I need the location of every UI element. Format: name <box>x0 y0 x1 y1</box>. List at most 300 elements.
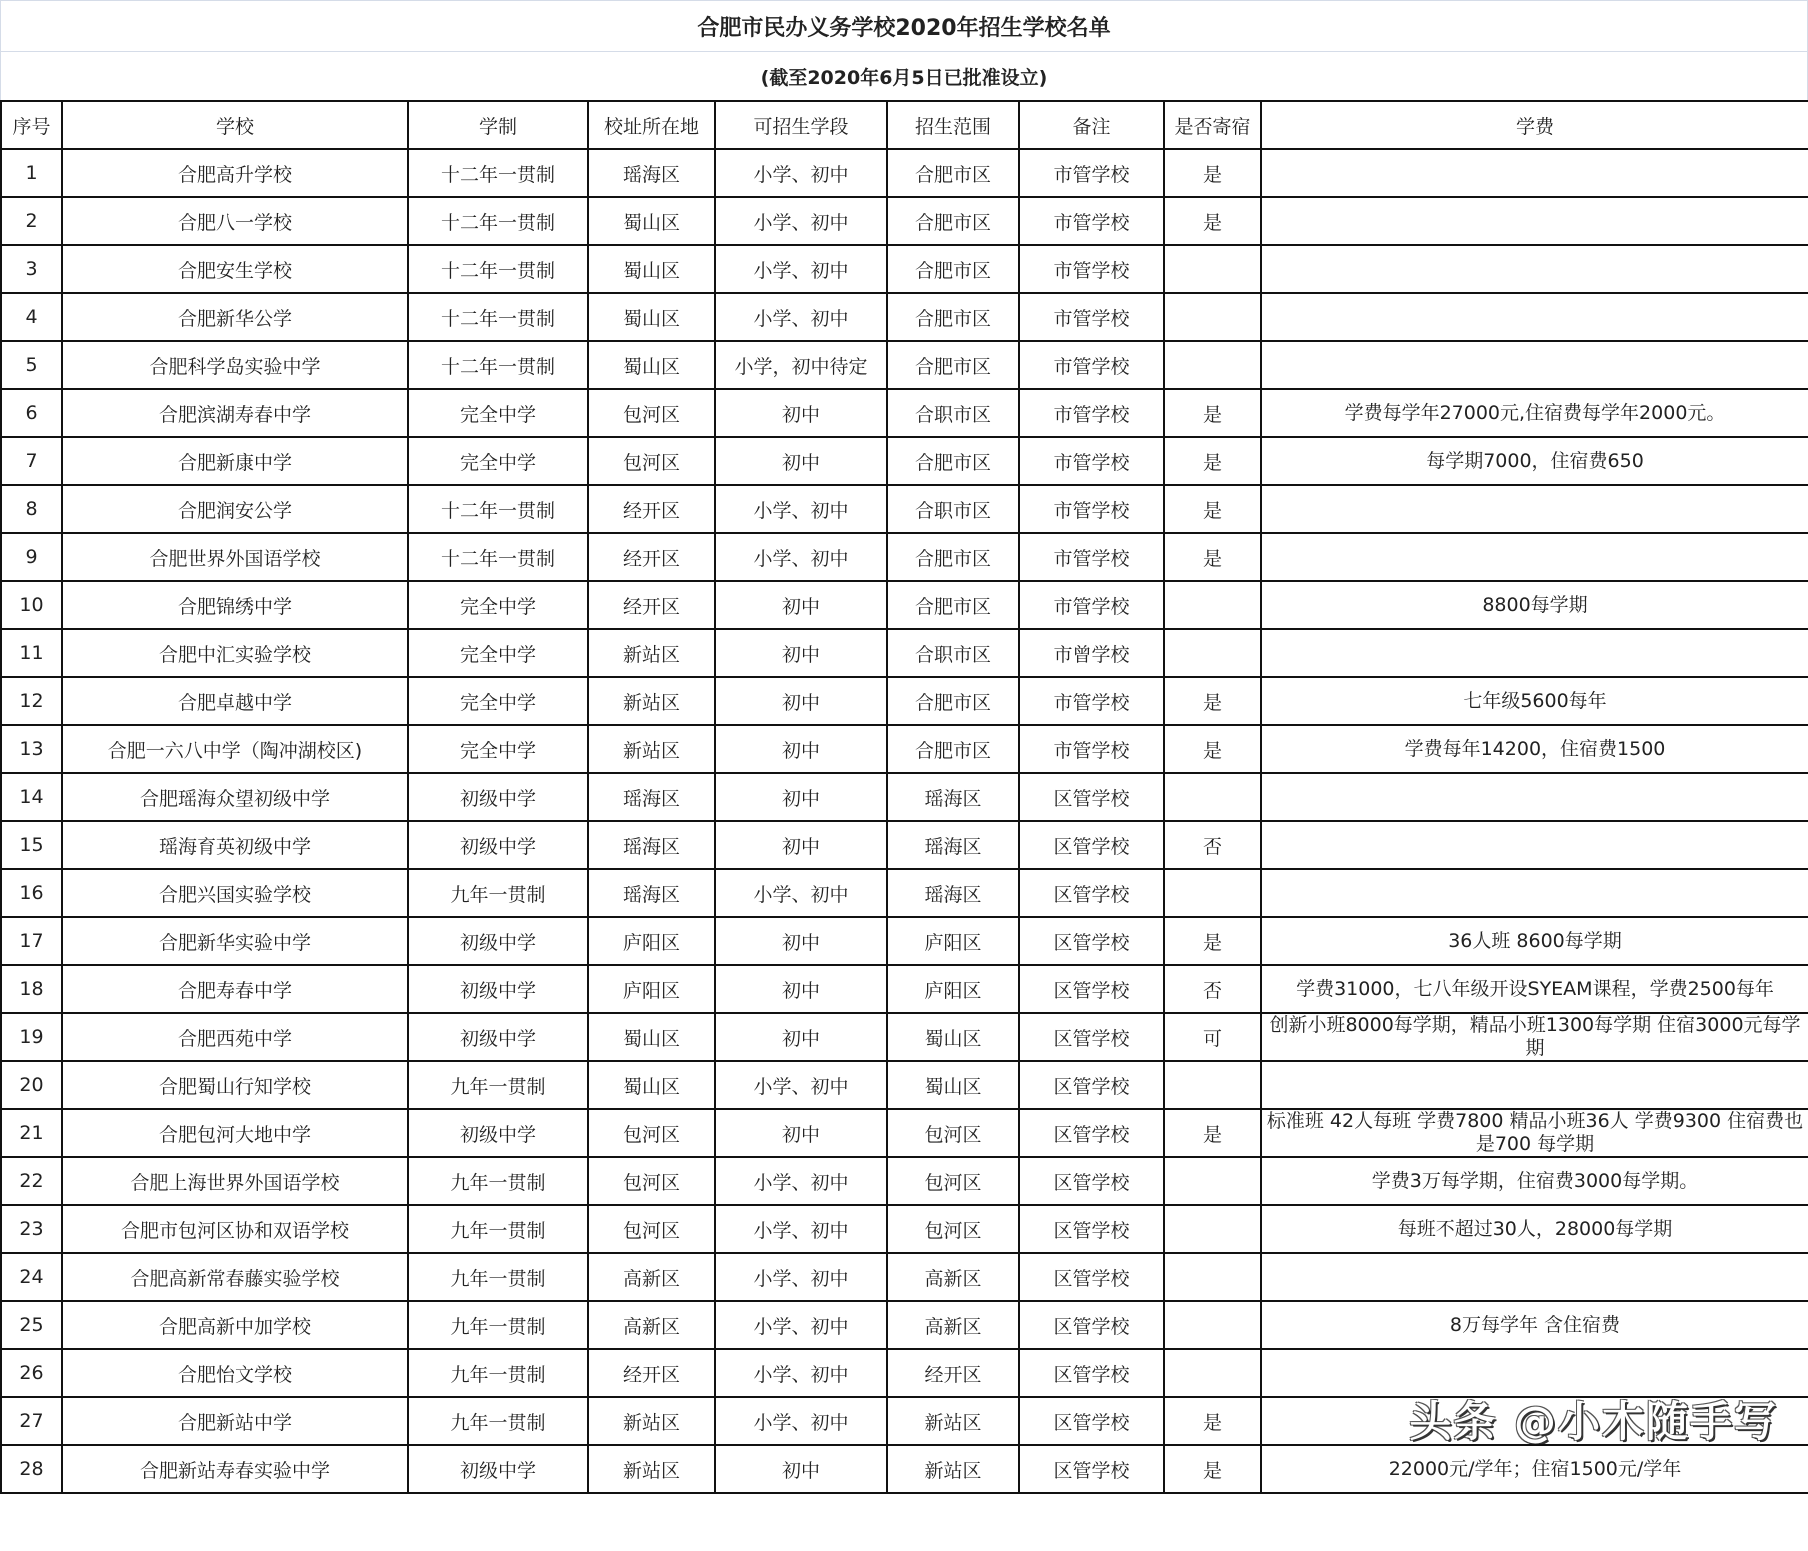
cell-note: 区管学校 <box>1019 1397 1164 1445</box>
cell-boarding <box>1164 1205 1261 1253</box>
cell-system: 初级中学 <box>408 1445 588 1493</box>
cell-scope: 合肥市区 <box>887 341 1019 389</box>
cell-index: 5 <box>1 341 62 389</box>
cell-system: 九年一贯制 <box>408 1061 588 1109</box>
cell-note: 市管学校 <box>1019 533 1164 581</box>
cell-system: 初级中学 <box>408 965 588 1013</box>
cell-system: 十二年一贯制 <box>408 245 588 293</box>
cell-stages: 初中 <box>715 1109 887 1157</box>
cell-system: 初级中学 <box>408 1109 588 1157</box>
cell-stages: 小学，初中待定 <box>715 341 887 389</box>
cell-location: 新站区 <box>588 677 715 725</box>
cell-stages: 小学、初中 <box>715 869 887 917</box>
cell-scope: 合肥市区 <box>887 677 1019 725</box>
cell-location: 经开区 <box>588 581 715 629</box>
cell-index: 13 <box>1 725 62 773</box>
cell-location: 包河区 <box>588 389 715 437</box>
cell-location: 经开区 <box>588 485 715 533</box>
cell-note: 区管学校 <box>1019 869 1164 917</box>
cell-fee <box>1261 1109 1808 1157</box>
cell-location: 高新区 <box>588 1253 715 1301</box>
cell-location: 瑶海区 <box>588 773 715 821</box>
cell-location: 新站区 <box>588 629 715 677</box>
cell-system: 九年一贯制 <box>408 1157 588 1205</box>
cell-index: 24 <box>1 1253 62 1301</box>
header-scope: 招生范围 <box>887 101 1019 149</box>
table-row <box>1 677 1808 725</box>
cell-note: 区管学校 <box>1019 1157 1164 1205</box>
cell-note: 区管学校 <box>1019 917 1164 965</box>
cell-school: 合肥包河大地中学 <box>62 1109 408 1157</box>
table-row <box>1 1445 1808 1493</box>
fee-text: 36人班 8600每学期 <box>1448 929 1622 952</box>
cell-note: 市管学校 <box>1019 389 1164 437</box>
cell-stages: 初中 <box>715 437 887 485</box>
cell-scope: 经开区 <box>887 1349 1019 1397</box>
cell-note: 区管学校 <box>1019 1109 1164 1157</box>
cell-index: 20 <box>1 1061 62 1109</box>
fee-text: 每班不超过30人，28000每学期 <box>1397 1217 1673 1240</box>
cell-stages: 小学、初中 <box>715 485 887 533</box>
cell-note: 区管学校 <box>1019 1445 1164 1493</box>
cell-location: 蜀山区 <box>588 341 715 389</box>
cell-fee <box>1261 677 1808 725</box>
cell-boarding: 是 <box>1164 677 1261 725</box>
cell-scope: 包河区 <box>887 1109 1019 1157</box>
cell-note: 市管学校 <box>1019 197 1164 245</box>
cell-boarding <box>1164 1157 1261 1205</box>
cell-note: 区管学校 <box>1019 1061 1164 1109</box>
cell-boarding: 是 <box>1164 917 1261 965</box>
cell-location: 蜀山区 <box>588 1013 715 1061</box>
cell-school: 合肥科学岛实验中学 <box>62 341 408 389</box>
cell-index: 8 <box>1 485 62 533</box>
table-row <box>1 629 1808 677</box>
cell-scope: 高新区 <box>887 1301 1019 1349</box>
cell-note: 市管学校 <box>1019 341 1164 389</box>
cell-scope: 合肥市区 <box>887 725 1019 773</box>
cell-school: 合肥新站寿春实验中学 <box>62 1445 408 1493</box>
cell-index: 23 <box>1 1205 62 1253</box>
fee-text: 每学期7000，住宿费650 <box>1426 449 1644 472</box>
header-location: 校址所在地 <box>588 101 715 149</box>
cell-index: 26 <box>1 1349 62 1397</box>
table-row <box>1 917 1808 965</box>
cell-stages: 初中 <box>715 773 887 821</box>
cell-school: 合肥西苑中学 <box>62 1013 408 1061</box>
cell-stages: 小学、初中 <box>715 245 887 293</box>
cell-system: 完全中学 <box>408 629 588 677</box>
cell-fee <box>1261 293 1808 341</box>
cell-stages: 小学、初中 <box>715 1061 887 1109</box>
cell-scope: 蜀山区 <box>887 1061 1019 1109</box>
cell-index: 17 <box>1 917 62 965</box>
cell-index: 16 <box>1 869 62 917</box>
cell-stages: 小学、初中 <box>715 1301 887 1349</box>
cell-school: 合肥寿春中学 <box>62 965 408 1013</box>
table-row <box>1 1397 1808 1445</box>
cell-location: 瑶海区 <box>588 149 715 197</box>
cell-fee <box>1261 629 1808 677</box>
table-row <box>1 533 1808 581</box>
cell-boarding: 是 <box>1164 1445 1261 1493</box>
cell-location: 蜀山区 <box>588 245 715 293</box>
cell-boarding <box>1164 293 1261 341</box>
cell-note: 市曾学校 <box>1019 629 1164 677</box>
cell-index: 3 <box>1 245 62 293</box>
cell-scope: 合肥市区 <box>887 197 1019 245</box>
cell-school: 合肥安生学校 <box>62 245 408 293</box>
table-row <box>1 197 1808 245</box>
cell-school: 合肥一六八中学（陶冲湖校区) <box>62 725 408 773</box>
cell-index: 12 <box>1 677 62 725</box>
cell-scope: 包河区 <box>887 1157 1019 1205</box>
cell-boarding <box>1164 1349 1261 1397</box>
cell-school: 合肥高新常春藤实验学校 <box>62 1253 408 1301</box>
table-title: 合肥市民办义务学校2020年招生学校名单 <box>0 0 1808 51</box>
cell-boarding: 是 <box>1164 197 1261 245</box>
cell-stages: 小学、初中 <box>715 1157 887 1205</box>
fee-text: 8800每学期 <box>1482 593 1588 616</box>
table-row <box>1 293 1808 341</box>
cell-school: 合肥八一学校 <box>62 197 408 245</box>
cell-location: 瑶海区 <box>588 869 715 917</box>
cell-boarding: 是 <box>1164 389 1261 437</box>
cell-system: 完全中学 <box>408 677 588 725</box>
cell-system: 初级中学 <box>408 821 588 869</box>
cell-location: 蜀山区 <box>588 293 715 341</box>
cell-scope: 合肥市区 <box>887 533 1019 581</box>
cell-stages: 初中 <box>715 821 887 869</box>
cell-boarding <box>1164 773 1261 821</box>
cell-note: 区管学校 <box>1019 773 1164 821</box>
cell-location: 包河区 <box>588 437 715 485</box>
cell-fee <box>1261 917 1808 965</box>
cell-index: 4 <box>1 293 62 341</box>
cell-location: 新站区 <box>588 1397 715 1445</box>
header-note: 备注 <box>1019 101 1164 149</box>
header-school: 学校 <box>62 101 408 149</box>
cell-location: 庐阳区 <box>588 917 715 965</box>
fee-text: 22000元/学年；住宿1500元/学年 <box>1388 1457 1682 1480</box>
cell-school: 合肥中汇实验学校 <box>62 629 408 677</box>
cell-stages: 初中 <box>715 581 887 629</box>
cell-stages: 小学、初中 <box>715 533 887 581</box>
cell-scope: 合职市区 <box>887 389 1019 437</box>
cell-school: 合肥新华实验中学 <box>62 917 408 965</box>
cell-index: 7 <box>1 437 62 485</box>
cell-stages: 小学、初中 <box>715 149 887 197</box>
cell-stages: 初中 <box>715 629 887 677</box>
cell-index: 9 <box>1 533 62 581</box>
cell-stages: 小学、初中 <box>715 1205 887 1253</box>
header-boarding: 是否寄宿 <box>1164 101 1261 149</box>
cell-location: 庐阳区 <box>588 965 715 1013</box>
table-row <box>1 1253 1808 1301</box>
cell-fee <box>1261 245 1808 293</box>
table-row <box>1 965 1808 1013</box>
table-row <box>1 485 1808 533</box>
cell-system: 十二年一贯制 <box>408 293 588 341</box>
cell-scope: 蜀山区 <box>887 1013 1019 1061</box>
cell-location: 经开区 <box>588 533 715 581</box>
cell-note: 区管学校 <box>1019 1013 1164 1061</box>
cell-fee <box>1261 965 1808 1013</box>
table-row <box>1 245 1808 293</box>
fee-text: 8万每学年 含住宿费 <box>1449 1313 1621 1336</box>
fee-text: 学费3万每学期，住宿费3000每学期。 <box>1371 1169 1699 1192</box>
cell-location: 新站区 <box>588 1445 715 1493</box>
cell-system: 完全中学 <box>408 581 588 629</box>
cell-location: 高新区 <box>588 1301 715 1349</box>
cell-stages: 小学、初中 <box>715 1349 887 1397</box>
fee-text: 学费每年14200，住宿费1500 <box>1404 737 1666 760</box>
cell-note: 市管学校 <box>1019 677 1164 725</box>
cell-boarding <box>1164 869 1261 917</box>
cell-location: 新站区 <box>588 725 715 773</box>
cell-school: 合肥润安公学 <box>62 485 408 533</box>
cell-school: 合肥瑶海众望初级中学 <box>62 773 408 821</box>
cell-school: 合肥高升学校 <box>62 149 408 197</box>
cell-boarding: 是 <box>1164 533 1261 581</box>
table-row <box>1 1157 1808 1205</box>
cell-index: 14 <box>1 773 62 821</box>
cell-stages: 初中 <box>715 725 887 773</box>
cell-system: 完全中学 <box>408 437 588 485</box>
cell-boarding <box>1164 245 1261 293</box>
fee-text: 学费31000，七八年级开设SYEAM课程，学费2500每年 <box>1296 977 1774 1000</box>
table-row <box>1 1109 1808 1157</box>
fee-text: 创新小班8000每学期，精品小班1300每学期 住宿3000元每学期 <box>1269 1014 1801 1059</box>
cell-boarding <box>1164 629 1261 677</box>
cell-boarding: 是 <box>1164 485 1261 533</box>
cell-fee <box>1261 1397 1808 1445</box>
cell-scope: 合肥市区 <box>887 437 1019 485</box>
table-subtitle: (截至2020年6月5日已批准设立) <box>0 51 1808 102</box>
cell-fee <box>1261 1301 1808 1349</box>
cell-index: 6 <box>1 389 62 437</box>
cell-location: 经开区 <box>588 1349 715 1397</box>
cell-scope: 包河区 <box>887 1205 1019 1253</box>
cell-scope: 合肥市区 <box>887 245 1019 293</box>
cell-note: 市管学校 <box>1019 149 1164 197</box>
cell-fee <box>1261 389 1808 437</box>
table-row <box>1 1349 1808 1397</box>
cell-note: 市管学校 <box>1019 293 1164 341</box>
cell-index: 22 <box>1 1157 62 1205</box>
cell-fee <box>1261 437 1808 485</box>
cell-location: 瑶海区 <box>588 821 715 869</box>
cell-stages: 初中 <box>715 677 887 725</box>
cell-school: 合肥滨湖寿春中学 <box>62 389 408 437</box>
cell-boarding <box>1164 1301 1261 1349</box>
cell-fee <box>1261 1061 1808 1109</box>
cell-note: 区管学校 <box>1019 1253 1164 1301</box>
cell-index: 11 <box>1 629 62 677</box>
cell-boarding: 否 <box>1164 965 1261 1013</box>
cell-system: 初级中学 <box>408 917 588 965</box>
table-row <box>1 725 1808 773</box>
cell-index: 25 <box>1 1301 62 1349</box>
cell-school: 合肥高新中加学校 <box>62 1301 408 1349</box>
table-row <box>1 341 1808 389</box>
cell-stages: 初中 <box>715 389 887 437</box>
cell-stages: 初中 <box>715 965 887 1013</box>
cell-system: 十二年一贯制 <box>408 485 588 533</box>
cell-index: 15 <box>1 821 62 869</box>
cell-system: 九年一贯制 <box>408 1253 588 1301</box>
cell-school: 合肥锦绣中学 <box>62 581 408 629</box>
cell-note: 市管学校 <box>1019 581 1164 629</box>
cell-location: 包河区 <box>588 1157 715 1205</box>
cell-school: 合肥上海世界外国语学校 <box>62 1157 408 1205</box>
table-row <box>1 437 1808 485</box>
cell-scope: 合肥市区 <box>887 581 1019 629</box>
cell-system: 初级中学 <box>408 1013 588 1061</box>
cell-boarding: 是 <box>1164 437 1261 485</box>
cell-index: 27 <box>1 1397 62 1445</box>
cell-fee <box>1261 485 1808 533</box>
cell-note: 区管学校 <box>1019 821 1164 869</box>
cell-location: 包河区 <box>588 1205 715 1253</box>
header-system: 学制 <box>408 101 588 149</box>
cell-stages: 小学、初中 <box>715 293 887 341</box>
header-fee: 学费 <box>1261 101 1808 149</box>
cell-system: 九年一贯制 <box>408 1349 588 1397</box>
fee-text: 标准班 42人每班 学费7800 精品小班36人 学费9300 住宿费也是700 每学期 <box>1266 1110 1804 1155</box>
cell-scope: 新站区 <box>887 1397 1019 1445</box>
cell-system: 十二年一贯制 <box>408 149 588 197</box>
cell-boarding: 是 <box>1164 1397 1261 1445</box>
cell-stages: 小学、初中 <box>715 197 887 245</box>
table-row <box>1 821 1808 869</box>
cell-school: 合肥新站中学 <box>62 1397 408 1445</box>
cell-system: 十二年一贯制 <box>408 533 588 581</box>
cell-boarding <box>1164 581 1261 629</box>
cell-boarding: 否 <box>1164 821 1261 869</box>
cell-scope: 新站区 <box>887 1445 1019 1493</box>
header-index: 序号 <box>1 101 62 149</box>
header-stages: 可招生学段 <box>715 101 887 149</box>
cell-boarding <box>1164 1061 1261 1109</box>
cell-index: 2 <box>1 197 62 245</box>
cell-system: 十二年一贯制 <box>408 341 588 389</box>
cell-scope: 瑶海区 <box>887 821 1019 869</box>
cell-boarding <box>1164 1253 1261 1301</box>
cell-location: 蜀山区 <box>588 197 715 245</box>
cell-school: 合肥怡文学校 <box>62 1349 408 1397</box>
cell-fee <box>1261 149 1808 197</box>
cell-note: 区管学校 <box>1019 1205 1164 1253</box>
cell-fee <box>1261 1445 1808 1493</box>
cell-note: 市管学校 <box>1019 245 1164 293</box>
cell-scope: 合肥市区 <box>887 149 1019 197</box>
cell-school: 瑶海育英初级中学 <box>62 821 408 869</box>
cell-note: 市管学校 <box>1019 725 1164 773</box>
cell-fee <box>1261 197 1808 245</box>
cell-system: 九年一贯制 <box>408 869 588 917</box>
cell-system: 九年一贯制 <box>408 1301 588 1349</box>
cell-system: 初级中学 <box>408 773 588 821</box>
cell-scope: 合职市区 <box>887 485 1019 533</box>
cell-fee <box>1261 533 1808 581</box>
fee-text: 七年级5600每年 <box>1463 689 1607 712</box>
cell-stages: 初中 <box>715 1013 887 1061</box>
table-row <box>1 1301 1808 1349</box>
cell-fee <box>1261 1205 1808 1253</box>
cell-note: 市管学校 <box>1019 437 1164 485</box>
cell-stages: 初中 <box>715 1445 887 1493</box>
cell-scope: 庐阳区 <box>887 917 1019 965</box>
cell-fee <box>1261 869 1808 917</box>
cell-fee <box>1261 1013 1808 1061</box>
cell-fee <box>1261 1349 1808 1397</box>
cell-scope: 高新区 <box>887 1253 1019 1301</box>
cell-scope: 庐阳区 <box>887 965 1019 1013</box>
cell-fee <box>1261 581 1808 629</box>
cell-fee <box>1261 1253 1808 1301</box>
cell-school: 合肥兴国实验学校 <box>62 869 408 917</box>
school-table <box>0 100 1808 1494</box>
cell-system: 完全中学 <box>408 389 588 437</box>
cell-school: 合肥新华公学 <box>62 293 408 341</box>
cell-index: 28 <box>1 1445 62 1493</box>
cell-stages: 初中 <box>715 917 887 965</box>
cell-note: 区管学校 <box>1019 965 1164 1013</box>
cell-boarding: 可 <box>1164 1013 1261 1061</box>
table-row <box>1 1013 1808 1061</box>
cell-note: 区管学校 <box>1019 1301 1164 1349</box>
cell-boarding: 是 <box>1164 1109 1261 1157</box>
cell-location: 蜀山区 <box>588 1061 715 1109</box>
cell-scope: 瑶海区 <box>887 773 1019 821</box>
cell-system: 完全中学 <box>408 725 588 773</box>
cell-school: 合肥新康中学 <box>62 437 408 485</box>
cell-fee <box>1261 725 1808 773</box>
cell-boarding: 是 <box>1164 149 1261 197</box>
cell-stages: 小学、初中 <box>715 1397 887 1445</box>
cell-school: 合肥市包河区协和双语学校 <box>62 1205 408 1253</box>
table-row <box>1 869 1808 917</box>
table-row <box>1 149 1808 197</box>
cell-school: 合肥蜀山行知学校 <box>62 1061 408 1109</box>
cell-system: 九年一贯制 <box>408 1205 588 1253</box>
cell-scope: 合职市区 <box>887 629 1019 677</box>
cell-scope: 合肥市区 <box>887 293 1019 341</box>
cell-school: 合肥卓越中学 <box>62 677 408 725</box>
table-row <box>1 581 1808 629</box>
cell-note: 市管学校 <box>1019 485 1164 533</box>
table-row <box>1 1061 1808 1109</box>
cell-location: 包河区 <box>588 1109 715 1157</box>
table-row <box>1 1205 1808 1253</box>
watermark: 头条 @小木随手写 <box>1409 1399 1778 1445</box>
table-row <box>1 389 1808 437</box>
cell-fee <box>1261 821 1808 869</box>
cell-index: 21 <box>1 1109 62 1157</box>
cell-stages: 小学、初中 <box>715 1253 887 1301</box>
cell-fee <box>1261 1157 1808 1205</box>
cell-index: 1 <box>1 149 62 197</box>
cell-index: 19 <box>1 1013 62 1061</box>
cell-system: 九年一贯制 <box>408 1397 588 1445</box>
cell-school: 合肥世界外国语学校 <box>62 533 408 581</box>
cell-note: 区管学校 <box>1019 1349 1164 1397</box>
cell-index: 10 <box>1 581 62 629</box>
header-row <box>1 101 1808 149</box>
fee-text: 学费每学年27000元,住宿费每学年2000元。 <box>1344 401 1726 424</box>
cell-index: 18 <box>1 965 62 1013</box>
